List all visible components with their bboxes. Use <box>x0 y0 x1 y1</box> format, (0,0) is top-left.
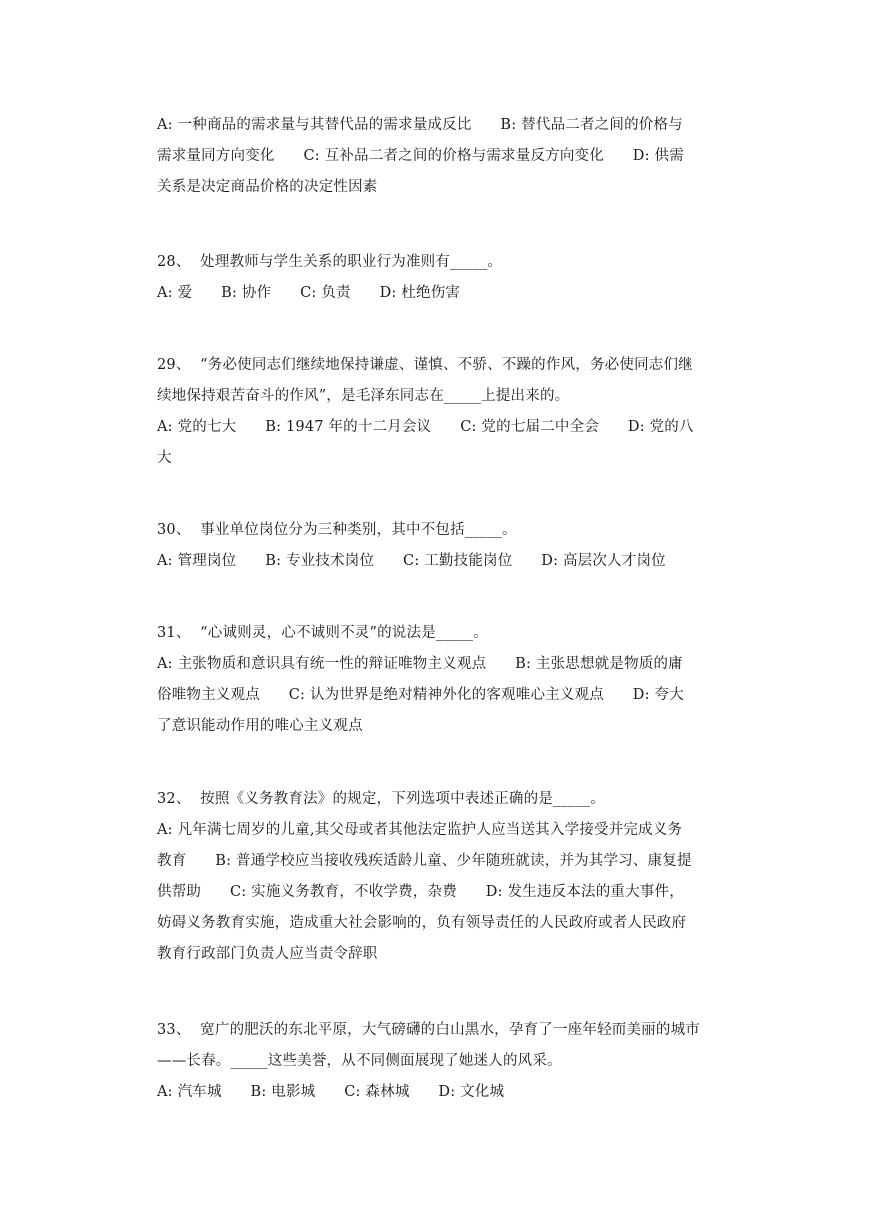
option-line: A: 汽车城 B: 电影城 C: 森林城 D: 文化城 <box>157 1084 505 1100</box>
option-line: 供帮助 C: 实施义务教育，不收学费，杂费 D: 发生违反本法的重大事件， <box>157 884 684 900</box>
option-line: A: 爱 B: 协作 C: 负责 D: 杜绝伤害 <box>157 285 461 301</box>
option-line: 教育行政部门负责人应当责令辞职 <box>157 946 378 962</box>
question-text: ——长春。_____这些美誉，从不同侧面展现了她迷人的风采。 <box>157 1053 562 1069</box>
option-line: 关系是决定商品价格的决定性因素 <box>157 179 378 195</box>
question-text: 33、 宽广的肥沃的东北平原，大气磅礴的白山黑水，孕育了一座年轻而美丽的城市 <box>157 1022 700 1038</box>
question-32 <box>157 784 717 970</box>
question-31 <box>157 618 717 742</box>
option-line: A: 凡年满七周岁的儿童,其父母或者其他法定监护人应当送其入学接受并完成义务 <box>157 822 683 838</box>
option-line: A: 一种商品的需求量与其替代品的需求量成反比 B: 替代品二者之间的价格与 <box>157 117 683 133</box>
option-line: 需求量同方向变化 C: 互补品二者之间的价格与需求量反方向变化 D: 供需 <box>157 148 684 164</box>
question-text: 30、 事业单位岗位分为三种类别，其中不包括_____。 <box>157 522 517 538</box>
question-text: 32、 按照《义务教育法》的规定，下列选项中表述正确的是_____。 <box>157 791 605 807</box>
question-30 <box>157 515 717 577</box>
question-text: 31、 “心诚则灵，心不诚则不灵”的说法是_____。 <box>157 625 488 641</box>
option-line: A: 主张物质和意识具有统一性的辩证唯物主义观点 B: 主张思想就是物质的庸 <box>157 656 683 672</box>
q27-options <box>157 110 717 203</box>
question-29 <box>157 350 717 474</box>
question-text: 29、 “务必使同志们继续地保持谦虚、谨慎、不骄、不躁的作风，务必使同志们继 <box>157 357 693 373</box>
option-line: 教育 B: 普通学校应当接收残疾适龄儿童、少年随班就读，并为其学习、康复提 <box>157 853 692 869</box>
option-line: 俗唯物主义观点 C: 认为世界是绝对精神外化的客观唯心主义观点 D: 夸大 <box>157 687 684 703</box>
option-line: A: 党的七大 B: 1947 年的十二月会议 C: 党的七届二中全会 D: 党的八 <box>157 419 694 435</box>
option-line: 了意识能动作用的唯心主义观点 <box>157 718 363 734</box>
option-line: A: 管理岗位 B: 专业技术岗位 C: 工勤技能岗位 D: 高层次人才岗位 <box>157 553 666 569</box>
question-28 <box>157 247 717 309</box>
question-33 <box>157 1015 717 1108</box>
option-line: 大 <box>157 450 172 466</box>
question-text: 续地保持艰苦奋斗的作风”，是毛泽东同志在_____上提出来的。 <box>157 388 570 404</box>
question-text: 28、 处理教师与学生关系的职业行为准则有_____。 <box>157 254 503 270</box>
option-line: 妨碍义务教育实施，造成重大社会影响的，负有领导责任的人民政府或者人民政府 <box>157 915 687 931</box>
